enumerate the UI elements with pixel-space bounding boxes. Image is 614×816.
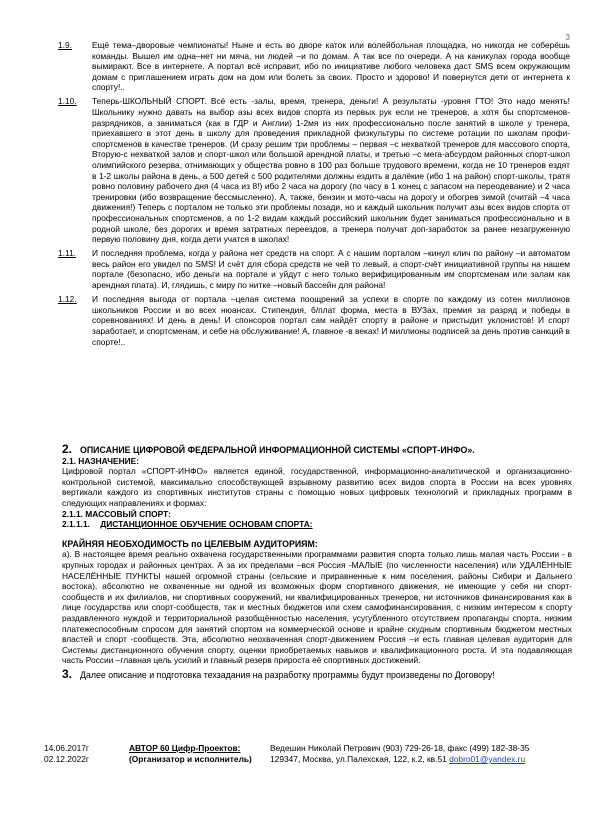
section-number: 2.: [62, 442, 73, 456]
list-item: [58, 96, 570, 244]
item-text: И последняя выгода от портала –целая система поощрений за успехи в спорте по каждому из сотен миллионов школьников России и во всех нюансах. Стипендия, б/плат форма, места в ВУЗах, премия за разряд и победы в соревнованиях! И день в день! И спонсоров портал сам найдёт спорту в районе и пристыдит уклонистов! И спорт заработает, и спортсменам, и себе на обслуживание! А, главное -в веках! И миллионы подписей за день против санкций в спорте!..: [92, 294, 570, 347]
list-item: [58, 294, 570, 347]
author-label: АВТОР 60 Цифр-Проектов:: [129, 743, 241, 753]
author-role: (Организатор и исполнитель): [129, 753, 252, 764]
email-link[interactable]: dobro01@yandex.ru: [449, 753, 526, 764]
page-number: 3: [565, 33, 570, 42]
footer-date: 14.06.2017г: [44, 743, 89, 753]
section-3: [62, 666, 572, 681]
item-text: Теперь-ШКОЛЬНЫЙ СПОРТ. Всё есть -залы, время, тренера, деньги! А результаты -уровня ГТО! Это надо менять! Школьнику нужно давать на выбор азы всех видов спорта из первых рук если не тренеров, а хотя бы спортсменов-разрядников, а заниматься (как в ГДР и Англии) 1-2мя из них профессионально после занятий в школе у тренера, приехавшего в этот день в школу для проведения прикладной физкультуры по системе ротации по школам профи-спортсменов в качестве тренеров. (И сразу решим три проблемы – первая –с нехваткой тренеров для массового спорта, Вторую-с нехваткой залов и спорт-школ или большой арендной платы, и третью –с мега-абсурдом районных спорт-школ олимпийского резерва, отнимающих у общества ровно в 100 раз больше трудового времени, когда не 10 тренеров ездят в 1-2 школы района в день, а 500 детей с 500 родителями должны ездить в далёкие (ибо 1 на район) спорт-школы, тратя ровно половину рабочего дня (4 часа из 8!) ибо 2 часа на дорогу (по часу в 1 конец с запасом на переодевание) и 2 часа тренировки (ибо возвращение бессмысленно). А, также, бензин и мото-часы на дорогу и обогрев зимой (считай –4 часа движения!) Теперь с порталом не только эти проблемы позади, но и каждый школьник получит азы всех видов спорта от профессиональных спортсменов, а по 1-2 видам каждый российский школьник будет заниматься профессионально и в родной школе, без дорогих и время затратных переездов, а тренера получат доп-заработок за ранее незагруженную первую половину дня, когда дети учатся в школах!: [92, 96, 570, 245]
section-title: ОПИСАНИЕ ЦИФРОВОЙ ФЕДЕРАЛЬНОЙ ИНФОРМАЦИОННОЙ СИСТЕМЫ «СПОРТ-ИНФО».: [80, 445, 475, 455]
section-2: [62, 444, 572, 680]
purpose-paragraph: Цифровой портал «СПОРТ-ИНФО» является единой, государственной, информационно-аналитической и организационно-контрольной системой, максимально способствующей взрывному развитию всех видов спорта в России на всех уровнях вертикали каждого из спортивных институтов страны с помощью новых цифровых технологий и прикладных программ в следующих направлениях и формах:: [62, 466, 572, 508]
item-text: Ещё тема–дворовые чемпионаты! Ныне и есть во дворе каток или волейбольная площадка, но никогда не соберёшь команды. Вышел им одна–нет ни мяча, ни людей –и по домам. А так все по очереди. А на каникулах города вообще вымирают. Все в интернете. А портал всё исправит, ибо по инициативе любого человека даст SMS всем окружающим домам с приглашением играть дом на дом или болеть за своих. Просто и здорово! И повернутся дети от интернета к спорту!..: [92, 40, 570, 93]
heading-mass-sport: 2.1.1. МАССОВЫЙ СПОРТ:: [62, 508, 171, 519]
section-3-text: Далее описание и подготовка техзадания на разработку программы будут произведены по Договору!: [80, 669, 495, 680]
contact-phone: Ведешин Николай Петрович (903) 729-26-18, факс (499) 182-38-35: [270, 743, 530, 753]
section-number: 3.: [62, 666, 73, 681]
item-number: 1.9.: [58, 40, 72, 50]
heading-target-audiences: КРАЙНЯЯ НЕОБХОДИМОСТЬ по ЦЕЛЕВЫМ АУДИТОРИЯМ:: [62, 538, 318, 549]
subsection-heading: 2.1. НАЗНАЧЕНИЕ:: [62, 455, 140, 466]
footer-dates: [44, 743, 134, 765]
footer-contacts: [270, 743, 529, 765]
heading-number: 2.1.1.1.: [62, 519, 90, 530]
item-number: 1.12.: [58, 294, 77, 305]
list-item: [58, 40, 570, 93]
numbered-items: [58, 40, 570, 351]
section-heading: [62, 444, 572, 456]
list-item: [58, 248, 570, 290]
contact-address: 129347, Москва, ул.Палехская, 122, к.2, кв.51: [270, 753, 447, 764]
footer-author: [129, 743, 252, 765]
heading-text: ДИСТАНЦИОННОЕ ОБУЧЕНИЕ ОСНОВАМ СПОРТА:: [100, 519, 313, 530]
item-text: И последняя проблема, когда у района нет средств на спорт. А с нашим порталом –кинул клич по району –и автоматом весь район его увидел по SMS! И счёт для сбора средств не чей то левый, а спорт-счёт инициативной группы на нашем портале (безопасно, ибо деньги на портале и уйдут с него только верифицированным им спортсменам или залам как арендная плата). И, глядишь, с миру по нитке –новый бассейн для района!: [92, 248, 570, 291]
heading-distance-learning: [62, 519, 572, 530]
item-number: 1.10.: [58, 96, 77, 107]
need-paragraph: а). В настоящее время реально охвачена государственными программами развития спорта только лишь малая часть России - в крупных городах и районных центрах. А за их пределами –вся Россия -МАЛЫЕ (по численности населения) или УДАЛЁННЫЕ НАСЕЛЁННЫЕ ПУНКТЫ нашей огромной страны (сельские и приравненные к ним поселения, районы Сибири и Дальнего востока), абсолютно не охваченные ни одной из возможных форм спортивного движения, не имеющие у себя ни спорт- сообществ и их филиалов, ни спортивных сооружений, ни квалифицированных тренеров, ни источников финансирования как в лице государства или спорт-сообществ, так и местных бюджетов или схем самофинансирования, с низким интересом к спорту раздавленного нуждой и территориальной разобщённостью населения, усугубленного отсутствием пропаганды спорта, низким платежеспособным спросом для занятий спортом на коммерческой основе и крайне скудным спортивным бюджетом местных властей и спорт -сообществ. Эта, абсолютно неохваченная спорт-движением Россия –и есть главная целевая аудитория для Системы дистанционного обучения спорту, оценки приобретаемых навыков и квалификационного роста. И эта подавляющая часть России –главная цель усилий и главный резерв прироста её спортивных достижений.: [62, 549, 572, 666]
item-number: 1.11.: [58, 248, 77, 259]
footer-date: 02.12.2022г: [44, 753, 89, 764]
